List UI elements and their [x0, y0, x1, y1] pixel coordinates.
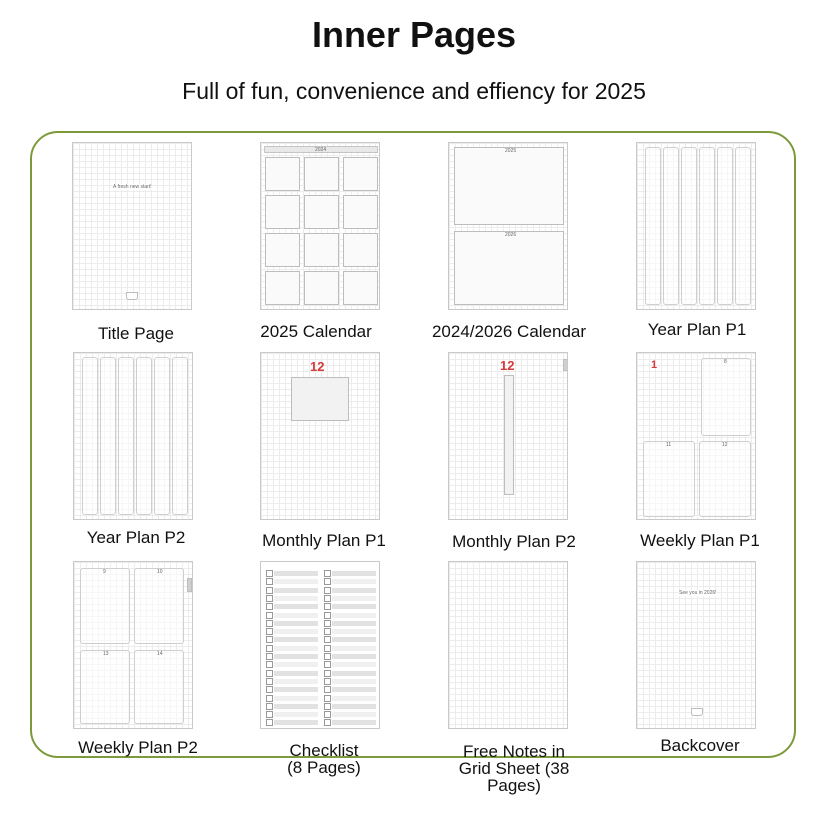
- checkbox: [324, 703, 331, 710]
- checkbox: [324, 670, 331, 677]
- day-strip: [504, 375, 514, 495]
- checklist-row: [274, 704, 318, 709]
- year-column: [699, 147, 715, 305]
- checklist-row: [332, 596, 376, 601]
- checkbox: [324, 645, 331, 652]
- month-block: [343, 195, 378, 229]
- checkbox: [266, 653, 273, 660]
- checkbox: [324, 620, 331, 627]
- year-column: [100, 357, 116, 515]
- monthly-plan-p1-thumbnail: [260, 352, 380, 520]
- calendar-year: 2024: [315, 147, 327, 153]
- checkbox: [324, 570, 331, 577]
- day-label: 11: [666, 442, 672, 448]
- caption-year-plan-p1: Year Plan P1: [647, 320, 747, 339]
- checklist-row: [274, 621, 318, 626]
- checklist-row: [332, 646, 376, 651]
- calendar-year-header: [264, 146, 378, 153]
- caption-weekly-plan-p1: Weekly Plan P1: [640, 531, 760, 550]
- checklist-row: [332, 696, 376, 701]
- day-label: 13: [103, 651, 109, 657]
- day-column: [80, 568, 130, 644]
- checkbox: [266, 603, 273, 610]
- backcover-text: See you in 2026!: [679, 590, 717, 596]
- checkbox: [266, 628, 273, 635]
- checkbox: [324, 612, 331, 619]
- checkbox: [324, 653, 331, 660]
- checklist-row: [332, 704, 376, 709]
- checkbox: [266, 645, 273, 652]
- checkbox: [266, 578, 273, 585]
- caption-year-plan-p2: Year Plan P2: [86, 528, 186, 547]
- checklist-row: [274, 604, 318, 609]
- scroll-tab: [187, 578, 192, 592]
- checklist-row: [274, 712, 318, 717]
- day-column: [701, 358, 751, 436]
- month-block: [265, 233, 300, 267]
- month-block: [265, 271, 300, 305]
- checkbox: [324, 587, 331, 594]
- checklist-row: [274, 629, 318, 634]
- year-column: [136, 357, 152, 515]
- title-page-thumbnail: [72, 142, 192, 310]
- checkbox: [266, 711, 273, 718]
- caption-monthly-plan-p2: Monthly Plan P2: [452, 532, 576, 551]
- checklist-row: [332, 613, 376, 618]
- checklist-row: [332, 621, 376, 626]
- month-block: [304, 271, 339, 305]
- checkbox: [266, 703, 273, 710]
- day-label: 9: [103, 569, 106, 575]
- month-number: 12: [500, 358, 515, 373]
- checkbox: [266, 620, 273, 627]
- scroll-tab: [563, 359, 568, 371]
- year-column: [172, 357, 188, 515]
- checkbox: [324, 711, 331, 718]
- checklist-row: [332, 654, 376, 659]
- calendar-2024-2026-thumbnail: [448, 142, 568, 310]
- checklist-row: [274, 662, 318, 667]
- calendar-bottom-year: 2026: [505, 232, 517, 238]
- checkbox: [266, 670, 273, 677]
- checkbox: [266, 612, 273, 619]
- caption-title-page: Title Page: [98, 324, 174, 343]
- year-column: [681, 147, 697, 305]
- checkbox: [324, 578, 331, 585]
- weekly-month-number: 1: [651, 359, 658, 371]
- day-column: [134, 568, 184, 644]
- caption-weekly-plan-p2: Weekly Plan P2: [78, 738, 198, 757]
- month-block: [304, 157, 339, 191]
- checkbox: [324, 628, 331, 635]
- checkbox: [324, 678, 331, 685]
- checklist-row: [274, 671, 318, 676]
- monthly-plan-p2-thumbnail: [448, 352, 568, 520]
- calendar-bottom-block: [454, 231, 564, 305]
- month-number: 12: [310, 359, 325, 374]
- checklist-row: [332, 604, 376, 609]
- calendar-top-block: [454, 147, 564, 225]
- day-label: 8: [724, 359, 727, 365]
- month-block: [343, 271, 378, 305]
- caption-checklist: Checklist (8 Pages): [287, 741, 361, 777]
- caption-free-notes: Free Notes in Grid Sheet (38 Pages): [458, 742, 570, 795]
- calendar-top-year: 2025: [505, 148, 517, 154]
- checklist-row: [274, 654, 318, 659]
- month-block: [343, 157, 378, 191]
- year-plan-p1-thumbnail: [636, 142, 756, 310]
- checklist-row: [332, 637, 376, 642]
- cup-icon: [126, 292, 138, 300]
- weekly-plan-p1-thumbnail: [636, 352, 756, 520]
- title-page-text: A fresh new start!: [113, 184, 152, 190]
- checklist-row: [332, 720, 376, 725]
- checklist-row: [332, 629, 376, 634]
- checkbox: [324, 636, 331, 643]
- checkbox: [266, 719, 273, 726]
- weekly-plan-p2-thumbnail: [73, 561, 193, 729]
- checklist-row: [274, 637, 318, 642]
- caption-2025-calendar: 2025 Calendar: [260, 322, 372, 341]
- checkbox: [266, 661, 273, 668]
- day-label: 10: [157, 569, 163, 575]
- checklist-row: [332, 579, 376, 584]
- checklist-row: [332, 662, 376, 667]
- checklist-row: [274, 588, 318, 593]
- backcover-thumbnail: [636, 561, 756, 729]
- day-label: 14: [157, 651, 163, 657]
- checklist-row: [274, 687, 318, 692]
- checklist-row: [332, 687, 376, 692]
- caption-monthly-plan-p1: Monthly Plan P1: [262, 531, 386, 550]
- day-column: [699, 441, 751, 517]
- checkbox: [266, 686, 273, 693]
- year-column: [645, 147, 661, 305]
- cup-icon: [691, 708, 703, 716]
- month-block: [304, 233, 339, 267]
- checklist-row: [274, 571, 318, 576]
- checklist-row: [332, 588, 376, 593]
- page-subtitle: Full of fun, convenience and effiency for 2025: [182, 78, 646, 104]
- checklist-row: [274, 579, 318, 584]
- checklist-row: [274, 646, 318, 651]
- month-block: [304, 195, 339, 229]
- checkbox: [266, 678, 273, 685]
- checklist-thumbnail: [260, 561, 380, 729]
- day-column: [134, 650, 184, 724]
- month-block: [265, 195, 300, 229]
- checkbox: [324, 661, 331, 668]
- checklist-row: [332, 571, 376, 576]
- day-column: [643, 441, 695, 517]
- page-title: Inner Pages: [311, 14, 517, 55]
- calendar-2025-thumbnail: [260, 142, 380, 310]
- year-column: [663, 147, 679, 305]
- mini-month-calendar: [291, 377, 349, 421]
- checklist-row: [274, 679, 318, 684]
- checkbox: [266, 587, 273, 594]
- year-column: [82, 357, 98, 515]
- month-block: [343, 233, 378, 267]
- checkbox: [324, 686, 331, 693]
- caption-2024-2026-calendar: 2024/2026 Calendar: [431, 322, 587, 341]
- caption-backcover: Backcover: [660, 736, 740, 755]
- checkbox: [324, 603, 331, 610]
- checklist-row: [274, 696, 318, 701]
- free-notes-thumbnail: [448, 561, 568, 729]
- year-plan-p2-thumbnail: [73, 352, 193, 520]
- checkbox: [324, 695, 331, 702]
- checklist-row: [274, 596, 318, 601]
- month-block: [265, 157, 300, 191]
- year-column: [717, 147, 733, 305]
- day-label: 12: [722, 442, 728, 448]
- year-column: [118, 357, 134, 515]
- checkbox: [266, 636, 273, 643]
- checkbox: [266, 595, 273, 602]
- day-column: [80, 650, 130, 724]
- year-column: [154, 357, 170, 515]
- checkbox: [324, 719, 331, 726]
- checklist-row: [332, 671, 376, 676]
- year-column: [735, 147, 751, 305]
- checklist-row: [274, 720, 318, 725]
- checkbox: [266, 695, 273, 702]
- checklist-row: [332, 679, 376, 684]
- checkbox: [266, 570, 273, 577]
- checkbox: [324, 595, 331, 602]
- checklist-row: [274, 613, 318, 618]
- checklist-row: [332, 712, 376, 717]
